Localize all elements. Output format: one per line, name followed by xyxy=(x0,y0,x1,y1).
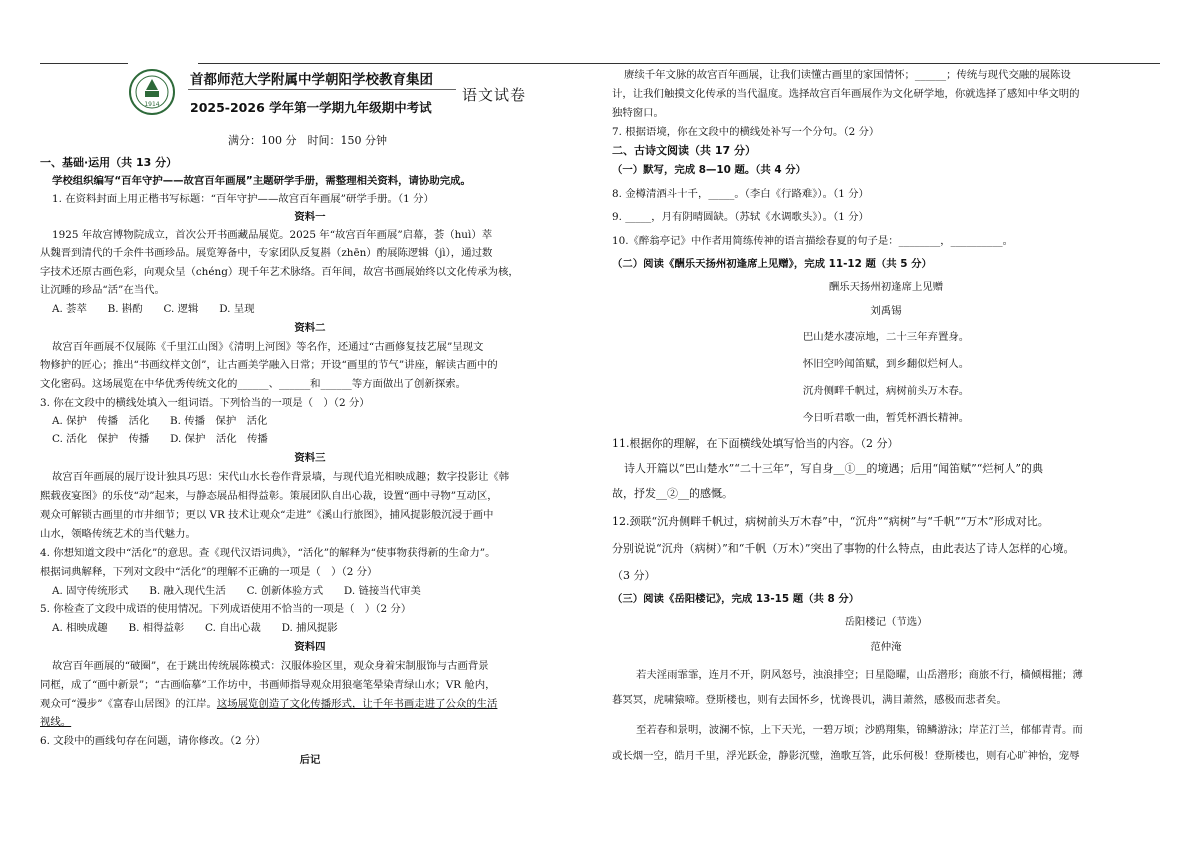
question-7: 7. 根据语境，你在文段中的横线处补写一个分句。（2 分） xyxy=(612,126,880,138)
paragraph-line: 熙载夜宴图》的乐伎“动”起来，与静态展品相得益彰。策展团队自出心裁，设置“画中寻物”互动区， xyxy=(40,490,498,502)
question-4: 4. 你想知道文段中“活化”的意思。查《现代汉语词典》，“活化”的解释为“使事物获得新的生命力”。 xyxy=(40,547,496,559)
question-12: 12.颈联“沉舟侧畔千帆过，病树前头万木春”中，“沉舟”“病树”与“千帆”“万木”形成对比。 xyxy=(612,515,1049,528)
paragraph-line xyxy=(40,697,497,712)
question-9: 9. _____，月有阴晴圆缺。（苏轼《水调歌头》）。（1 分） xyxy=(612,211,869,223)
paragraph-line: 计，让我们触摸文化传承的当代温度。选择故宫百年画展作为文化研学地，你就选择了感知中华文明的 xyxy=(612,88,1080,100)
material-heading: 资料一 xyxy=(294,211,326,223)
paragraph-line: 暮冥冥，虎啸猿啼。登斯楼也，则有去国怀乡，忧谗畏讥，满目萧然，感极而悲者矣。 xyxy=(612,694,1007,706)
paragraph-line: 1925 年故宫博物院成立，首次公开书画藏品展览。2025 年“故宫百年画展”启幕，荟（huì）萃 xyxy=(52,229,493,241)
poem-line: 怀旧空吟闻笛赋，到乡翻似烂柯人。 xyxy=(802,358,970,370)
paragraph-line: 从魏晋到清代的千余件书画珍品。展览筹备中，专家团队反复斟（zhēn）酌展陈逻辑（jì），通过数 xyxy=(40,247,493,259)
subsection-heading: （二）阅读《酬乐天扬州初逢席上见赠》，完成 11-12 题（共 5 分） xyxy=(612,258,932,270)
paragraph-line: 文化密码。这场展览在中华优秀传统文化的______、______和______等方面做出了创新探索。 xyxy=(40,378,467,390)
material-heading: 资料二 xyxy=(294,322,326,334)
question-5: 5. 你检查了文段中成语的使用情况。下列成语使用不恰当的一项是（ ）（2 分） xyxy=(40,603,412,615)
paragraph-text: 观众可“漫步”《富春山居图》的江岸。 xyxy=(40,698,217,710)
prose-author: 范仲淹 xyxy=(870,641,902,653)
paragraph-line: 物修护的匠心；推出“书画纹样文创”，让古画美学融入日常；开设“画里的节气”讲座，解读古画中的 xyxy=(40,359,498,371)
underlined-sentence: 这场展览创造了文化传播形式，让千年书画走进了公众的生活 xyxy=(216,698,498,710)
subsection-heading: （一）默写，完成 8—10 题。（共 4 分） xyxy=(612,164,807,176)
question-2-options: A. 荟萃 B. 斟酌 C. 逻辑 D. 呈现 xyxy=(52,303,255,315)
task-intro: 学校组织编写“百年守护——故宫百年画展”主题研学手册，需整理相关资料，请协助完成。 xyxy=(52,175,471,187)
paragraph-line: 赓续千年文脉的故宫百年画展，让我们读懂古画里的家国情怀；______；传统与现代交融的展陈设 xyxy=(624,69,1071,81)
question-8: 8. 金樽清酒斗十千，_____。（李白《行路难》）。（1 分） xyxy=(612,188,869,200)
paragraph-line: 让沉睡的珍品“活”在当代。 xyxy=(40,284,165,296)
logo-year: 1914 xyxy=(144,101,160,108)
question-3-options: A. 保护 传播 活化 B. 传播 保护 活化 xyxy=(52,415,268,427)
afterword-heading: 后记 xyxy=(299,754,321,766)
header-rule xyxy=(40,63,1160,64)
material-heading: 资料三 xyxy=(294,452,326,464)
paragraph-line: 至若春和景明，波澜不惊，上下天光，一碧万顷；沙鸥翔集，锦鳞游泳；岸芷汀兰，郁郁青青。而 xyxy=(636,724,1083,736)
question-3: 3. 你在文段中的横线处填入一组词语。下列恰当的一项是（ ）（2 分） xyxy=(40,397,370,409)
paragraph-line: 山水，领略传统艺术的当代魅力。 xyxy=(40,528,196,540)
paragraph-line: 字技术还原古画色彩，向观众呈（chéng）现千年艺术脉络。百年间，故宫书画展始终以文化传承为核， xyxy=(40,266,519,278)
section-heading: 二、古诗文阅读（共 17 分） xyxy=(612,144,756,157)
question-5-options: A. 相映成趣 B. 相得益彰 C. 自出心裁 D. 捕风捉影 xyxy=(52,622,338,634)
question-4-options: A. 固守传统形式 B. 融入现代生活 C. 创新体验方式 D. 链接当代审美 xyxy=(52,585,421,597)
paragraph-line: 故宫百年画展的“破圈”，在于跳出传统展陈模式：汉服体验区里，观众身着宋制服饰与古画背景 xyxy=(52,660,489,672)
school-name: 首都师范大学附属中学朝阳学校教育集团 xyxy=(190,72,433,88)
exam-meta: 满分：100 分 时间：150 分钟 xyxy=(228,134,387,147)
header-rule-gap xyxy=(128,60,198,66)
question-1: 1. 在资料封面上用正楷书写标题：“百年守护——故宫百年画展”研学手册。（1 分） xyxy=(52,193,434,205)
poem-line: 今日听君歌一曲，暂凭杯酒长精神。 xyxy=(802,412,970,424)
prose-title: 岳阳楼记（节选） xyxy=(844,616,928,628)
subject-title: 语文试卷 xyxy=(462,86,527,104)
paragraph-line: 诗人开篇以“巴山楚水”“二十三年”，写自身__①__的境遇；后用“闻笛赋”“烂柯人”的典 xyxy=(624,462,1043,475)
exam-title: 2025-2026 学年第一学期九年级期中考试 xyxy=(190,100,432,115)
question-4: 根据词典解释，下列对文段中“活化”的理解不正确的一项是（ ）（2 分） xyxy=(40,566,378,578)
underlined-sentence: 视线。 xyxy=(40,716,72,728)
question-11: 11.根据你的理解，在下面横线处填写恰当的内容。（2 分） xyxy=(612,437,899,450)
paragraph-line: 同框，成了“画中新景”；“古画临摹”工作坊中，书画师指导观众用狼毫笔晕染青绿山水；VR 舱内， xyxy=(40,679,496,691)
paragraph-line: 故，抒发__②__的感慨。 xyxy=(612,487,733,500)
poem-author: 刘禹锡 xyxy=(870,305,902,317)
subsection-heading: （三）阅读《岳阳楼记》，完成 13-15 题（共 8 分） xyxy=(612,593,860,605)
paragraph-line: 若夫淫雨霏霏，连月不开，阴风怒号，浊浪排空；日星隐曜，山岳潜形；商旅不行，樯倾楫摧；薄 xyxy=(636,669,1083,681)
question-12: 分别说说“沉舟（病树）”和“千帆（万木）”突出了事物的什么特点，由此表达了诗人怎样的心境。 xyxy=(612,542,1075,555)
question-6: 6. 文段中的画线句存在问题，请你修改。（2 分） xyxy=(40,735,266,747)
question-10: 10.《醉翁亭记》中作者用简练传神的语言描绘春夏的句子是：________，__________。 xyxy=(612,235,1013,247)
paragraph-line: 或长烟一空，皓月千里，浮光跃金，静影沉璧，渔歌互答，此乐何极！登斯楼也，则有心旷神怡，宠辱 xyxy=(612,750,1080,762)
paragraph-line: 独特窗口。 xyxy=(612,107,664,119)
poem-line: 巴山楚水凄凉地，二十三年弃置身。 xyxy=(802,331,970,343)
paragraph-line: 故宫百年画展的展厅设计独具巧思：宋代山水长卷作背景墙，与现代追光相映成趣；数字投影让《韩 xyxy=(52,471,510,483)
school-logo-icon xyxy=(128,68,176,116)
paragraph-line: 观众可解锁古画里的市井细节；更以 VR 技术让观众“走进”《溪山行旅图》，捕风捉影般沉浸于画中 xyxy=(40,509,494,521)
question-12: （3 分） xyxy=(612,569,656,582)
paragraph-line: 故宫百年画展不仅展陈《千里江山图》《清明上河图》等名作，还通过“古画修复技艺展”呈现文 xyxy=(52,341,484,353)
material-heading: 资料四 xyxy=(294,641,326,653)
question-3-options: C. 活化 保护 传播 D. 保护 活化 传播 xyxy=(52,433,268,445)
poem-line: 沉舟侧畔千帆过，病树前头万木春。 xyxy=(802,385,970,397)
poem-title: 酬乐天扬州初逢席上见赠 xyxy=(828,281,944,293)
section-heading: 一、基础·运用（共 13 分） xyxy=(40,156,178,169)
header-underline xyxy=(188,89,456,90)
